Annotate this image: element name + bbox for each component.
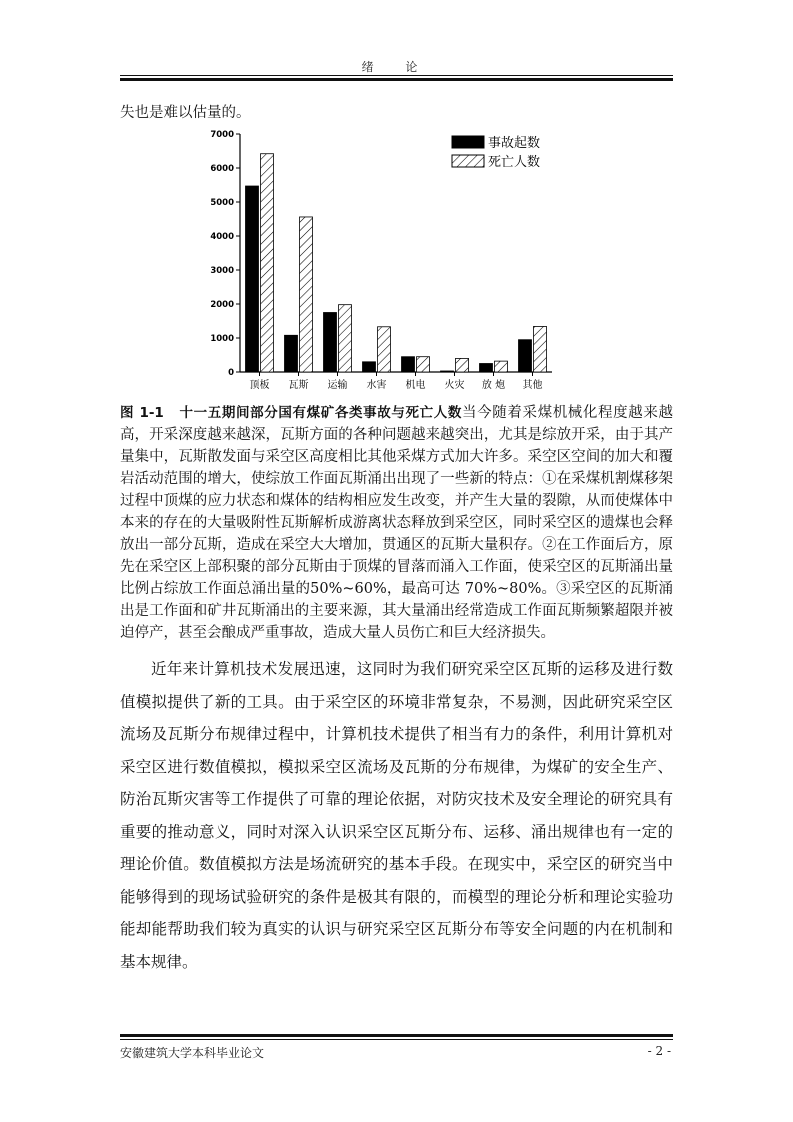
bar-series-1 bbox=[519, 340, 532, 372]
bar-series-2 bbox=[300, 217, 313, 372]
bar-series-1 bbox=[441, 371, 454, 372]
footer-institution: 安徽建筑大学本科毕业论文 bbox=[120, 1046, 265, 1060]
bar-series-2 bbox=[495, 361, 508, 372]
x-tick-label: 水害 bbox=[366, 380, 387, 391]
header-rule-thin bbox=[120, 75, 673, 76]
bar-series-2 bbox=[534, 326, 547, 372]
figure-caption: 十一五期间部分国有煤矿各类事故与死亡人数 bbox=[179, 405, 462, 421]
x-tick-labels bbox=[250, 378, 543, 391]
bar-series-1 bbox=[246, 186, 259, 372]
legend-label-series-2: 死亡人数 bbox=[488, 155, 541, 170]
y-tick-label: 1000 bbox=[210, 334, 234, 344]
x-tick-label: 机电 bbox=[405, 380, 426, 391]
y-tick-label: 7000 bbox=[210, 130, 234, 140]
bar-series-2 bbox=[378, 327, 391, 372]
y-tick-label: 2000 bbox=[210, 300, 234, 310]
y-tick-label: 0 bbox=[228, 368, 234, 378]
footer-rule-thin bbox=[120, 1039, 673, 1040]
body-paragraph-2: 近年来计算机技术发展迅速，这同时为我们研究采空区瓦斯的运移及进行数值模拟提供了新的工具。由于采空区的环境非常复杂，不易测，因此研究采空区流场及瓦斯分布规律过程中，计算机技术提供了相当有力的条件，利用计算机对采空区进行数值模拟，模拟采空区流场及瓦斯的分布规律，为煤矿的安全生产、防治瓦斯灾害等工作提供了可靠的理论依据，对防灾技术及安全理论的研究具有重要的推动意义，同时对深入认识采空区瓦斯分布、运移、涌出规律也有一定的理论价值。数值模拟方法是场流研究的基本手段。在现实中，采空区的研究当中能够得到的现场试验研究的条件是极其有限的，而模型的理论分析和理论实验功能却能帮助我们较为真实的认识与研究采空区瓦斯分布等安全问题的内在机制和基本规律。 bbox=[120, 660, 673, 971]
bar-series-2 bbox=[456, 358, 469, 372]
page-number: - 2 - bbox=[647, 1044, 671, 1058]
bar-chart bbox=[190, 128, 570, 400]
footer-rule-thick bbox=[120, 1034, 673, 1037]
y-tick-label: 4000 bbox=[210, 232, 234, 242]
x-tick-label: 运输 bbox=[327, 380, 348, 391]
bar-series-1 bbox=[324, 313, 337, 373]
bar-series-1 bbox=[402, 357, 415, 372]
chart-legend bbox=[452, 135, 540, 170]
x-tick-label: 顶板 bbox=[249, 380, 270, 391]
legend-label-series-1: 事故起数 bbox=[488, 136, 541, 151]
y-tick-label: 5000 bbox=[210, 198, 234, 208]
body-paragraph-1 bbox=[120, 402, 673, 644]
header-rule-thick bbox=[120, 78, 673, 81]
x-tick-label: 瓦斯 bbox=[288, 380, 309, 391]
figure-label: 图 1-1 bbox=[120, 405, 164, 421]
x-tick-label: 其他 bbox=[522, 380, 543, 391]
x-tick-label: 火灾 bbox=[444, 380, 465, 391]
bar-series-1 bbox=[363, 362, 376, 372]
legend-swatch-series-1 bbox=[452, 136, 484, 148]
intro-text: 失也是难以估量的。 bbox=[120, 105, 251, 121]
paragraph-1-text: 当今随着采煤机械化程度越来越高，开采深度越来越深，瓦斯方面的各种问题越来越突出，尤其是综放开采，由于其产量集中，瓦斯散发面与采空区高度相比其他采煤方式加大许多。采空区空间的加大和覆岩活动范围的增大，使综放工作面瓦斯涌出出现了一些新的特点：①在采煤机割煤移架过程中顶煤的应力状态和煤体的结构相应发生改变，并产生大量的裂隙，从而使煤体中本来的存在的大量吸附性瓦斯解析成游离状态释放到采空区，同时采空区的遗煤也会释放出一部分瓦斯，造成在采空大大增加，贯通区的瓦斯大量积存。②在工作面后方，原先在采空区上部积聚的部分瓦斯由于顶煤的冒落而涌入工作面，使采空区的瓦斯涌出量比例占综放工作面总涌出量的50%~60%，最高可达 70%~80%。③采空区的瓦斯涌出是工作面和矿井瓦斯涌出的主要来源，其大量涌出经常造成工作面瓦斯频繁超限并被迫停产，甚至会酿成严重事故，造成大量人员伤亡和巨大经济损失。 bbox=[120, 405, 674, 641]
header-title: 绪 论 bbox=[361, 60, 432, 74]
bar-series-1 bbox=[285, 335, 298, 372]
bar-series-2 bbox=[339, 305, 352, 372]
y-tick-label: 3000 bbox=[210, 266, 234, 276]
bar-series-1 bbox=[480, 364, 493, 373]
chart-bars bbox=[246, 154, 547, 372]
x-tick-label: 放 炮 bbox=[481, 380, 506, 391]
legend-swatch-series-2 bbox=[452, 155, 484, 167]
bar-series-2 bbox=[261, 154, 274, 372]
y-tick-label: 6000 bbox=[210, 164, 234, 174]
bar-series-2 bbox=[417, 357, 430, 372]
